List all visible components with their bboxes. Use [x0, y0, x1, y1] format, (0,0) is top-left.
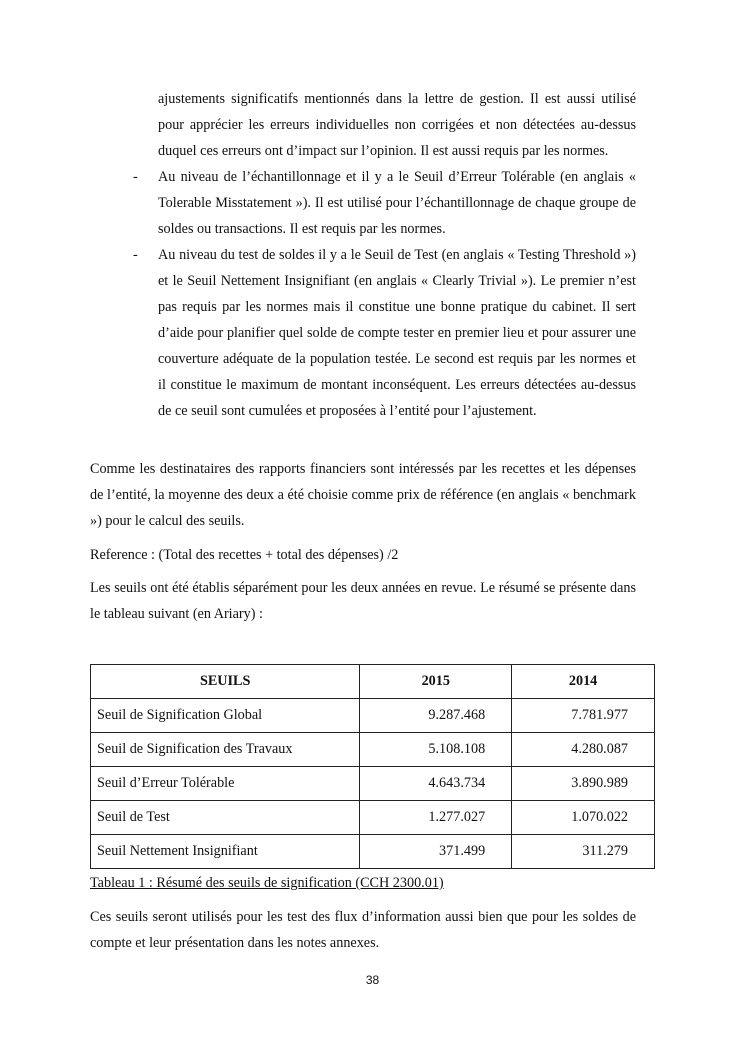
value-2015: 4.643.734 [360, 767, 512, 801]
table-row [91, 733, 655, 767]
bullet-item-balance-test: Au niveau du test de soldes il y a le Seuil de Test (en anglais « Testing Threshold ») et le Seuil Nettement Insignifiant (en anglais « Clearly Trivial »). Le premier n’est pas requis par les normes mais il constitue une bonne pratique du cabinet. Il sert d’aide pour planifier quel solde de compte tester en premier lieu et pour assurer une couverture adéquate de la population testée. Le second est requis par les normes et il constitue le maximum de montant inconséquent. Les erreurs détectées au-dessus de ce seuil sont cumulées et proposées à l’entité pour l’ajustement. [158, 247, 636, 419]
row-label: Seuil Nettement Insignifiant [91, 835, 360, 869]
header-2015: 2015 [360, 665, 512, 699]
value-2014: 1.070.022 [512, 801, 655, 835]
value-2015: 371.499 [360, 835, 512, 869]
row-label: Seuil de Test [91, 801, 360, 835]
paragraph-thresholds-intro: Les seuils ont été établis séparément pour les deux années en revue. Le résumé se présente dans le tableau suivant (en Ariary) : [90, 580, 636, 622]
row-label: Seuil d’Erreur Tolérable [91, 767, 360, 801]
value-2014: 3.890.989 [512, 767, 655, 801]
value-2014: 7.781.977 [512, 699, 655, 733]
paragraph-conclusion: Ces seuils seront utilisés pour les test des flux d’information aussi bien que pour les soldes de compte et leur présentation dans les notes annexes. [90, 909, 636, 951]
row-label: Seuil de Signification Global [91, 699, 360, 733]
table-header-row [91, 665, 655, 699]
header-seuils: SEUILS [91, 665, 360, 699]
table-row [91, 835, 655, 869]
thresholds-table [90, 664, 655, 869]
table-row [91, 801, 655, 835]
page-number: 38 [365, 973, 380, 987]
table-caption: Tableau 1 : Résumé des seuils de signification (CCH 2300.01) [90, 875, 444, 891]
table-row [91, 699, 655, 733]
value-2015: 9.287.468 [360, 699, 512, 733]
row-label: Seuil de Signification des Travaux [91, 733, 360, 767]
paragraph-reference: Reference : (Total des recettes + total des dépenses) /2 [90, 547, 399, 563]
bullet-item-sampling: Au niveau de l’échantillonnage et il y a le Seuil d’Erreur Tolérable (en anglais « Tolerable Misstatement »). Il est utilisé pour l’échantillonnage de chaque groupe de soldes ou transactions. Il est requis par les normes. [158, 169, 636, 237]
value-2014: 311.279 [512, 835, 655, 869]
header-2014: 2014 [512, 665, 655, 699]
paragraph-benchmark: Comme les destinataires des rapports financiers sont intéressés par les recettes et les dépenses de l’entité, la moyenne des deux a été choisie comme prix de référence (en anglais « benchmark ») pour le calcul des seuils. [90, 461, 636, 529]
bullet-dash: - [133, 169, 138, 185]
bullet-dash: - [133, 247, 138, 263]
table-row [91, 767, 655, 801]
bullet-continuation: ajustements significatifs mentionnés dans la lettre de gestion. Il est aussi utilisé pour apprécier les erreurs individuelles non corrigées et non détectées au-dessus duquel ces erreurs ont d’impact sur l’opinion. Il est aussi requis par les normes. [158, 91, 636, 159]
value-2015: 5.108.108 [360, 733, 512, 767]
value-2015: 1.277.027 [360, 801, 512, 835]
value-2014: 4.280.087 [512, 733, 655, 767]
